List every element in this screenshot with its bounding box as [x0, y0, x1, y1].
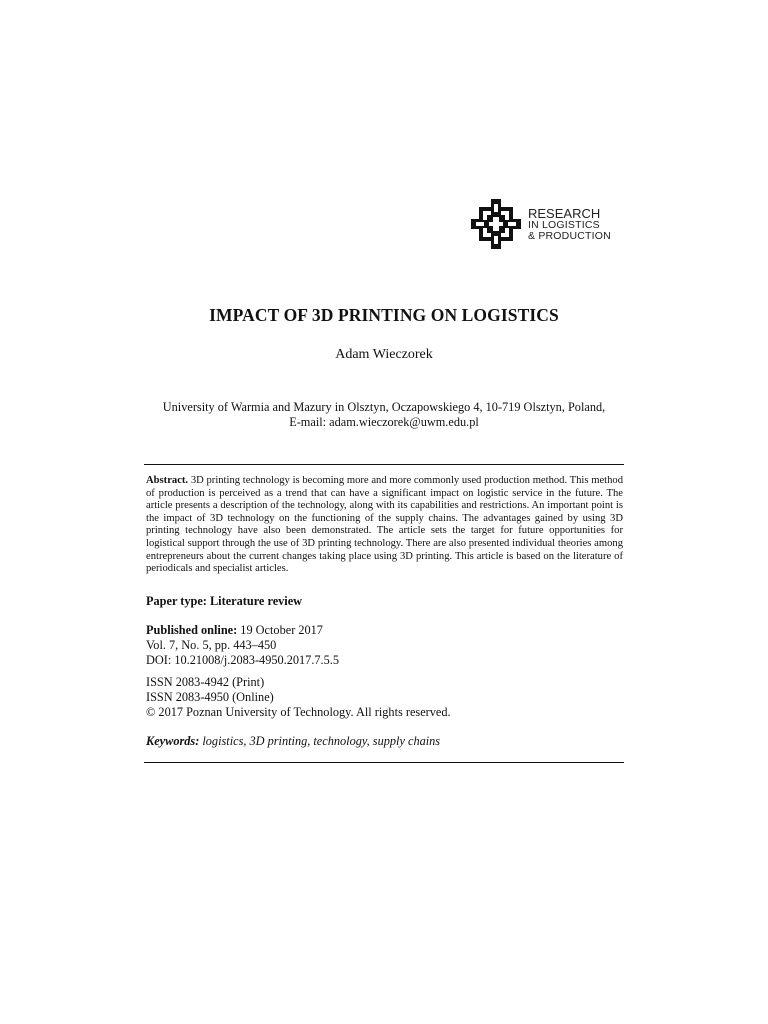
affiliation-address: University of Warmia and Mazury in Olsztyn, Oczapowskiego 4, 10-719 Olsztyn, Poland,	[162, 400, 606, 414]
author-email: E-mail: adam.wieczorek@uwm.edu.pl	[289, 415, 479, 429]
abstract-text: 3D printing technology is becoming more and more commonly used production method. This method of production is perceived as a trend that can have a significant impact on logistic service in the future. The article presents a description of the technology, along with its capabilities and restrictions. An important point is the impact of 3D technology on the functioning of the supply chains. The advantages gained by using 3D printing technology have also been demonstrated. The article sets the target for future opportunities for logistical support through the use of 3D printing technology. There are also presented individual theories among entrepreneurs about the current changes taking place using 3D printing. This article is based on the literature of periodicals and specialist articles.	[146, 475, 623, 575]
bottom-divider	[144, 762, 624, 763]
publication-info	[146, 623, 623, 668]
abstract-label: Abstract.	[146, 475, 189, 486]
published-online-label: Published online:	[146, 623, 238, 637]
volume-info: Vol. 7, No. 5, pp. 443–450	[146, 638, 277, 652]
published-online-date: 19 October 2017	[237, 623, 323, 637]
doi: DOI: 10.21008/j.2083-4950.2017.7.5.5	[146, 653, 339, 667]
article-author: Adam Wieczorek	[335, 347, 433, 362]
abstract	[146, 475, 623, 576]
paper-type-label: Paper type: Literature review	[146, 594, 303, 608]
journal-logo	[470, 199, 622, 249]
logo-line-logistics: IN LOGISTICS	[528, 219, 600, 231]
keywords-text: logistics, 3D printing, technology, supply chains	[199, 734, 441, 748]
journal-logo-text	[528, 207, 611, 241]
logo-line-research: RESEARCH	[528, 206, 601, 221]
top-divider	[144, 464, 624, 465]
research-logistics-production-logo-mark-icon	[470, 199, 522, 249]
published-online-line	[146, 623, 623, 638]
article-title: IMPACT OF 3D PRINTING ON LOGISTICS	[209, 305, 559, 325]
paper-type	[146, 594, 623, 609]
copyright-notice: © 2017 Poznan University of Technology. All rights reserved.	[146, 705, 451, 719]
author-affiliation	[0, 400, 768, 430]
issn-print: ISSN 2083-4942 (Print)	[146, 675, 265, 689]
issn-info	[146, 675, 623, 720]
logo-line-production: & PRODUCTION	[528, 229, 611, 242]
issn-online: ISSN 2083-4950 (Online)	[146, 690, 274, 704]
keywords-label: Keywords:	[146, 734, 200, 748]
keywords	[146, 734, 623, 749]
